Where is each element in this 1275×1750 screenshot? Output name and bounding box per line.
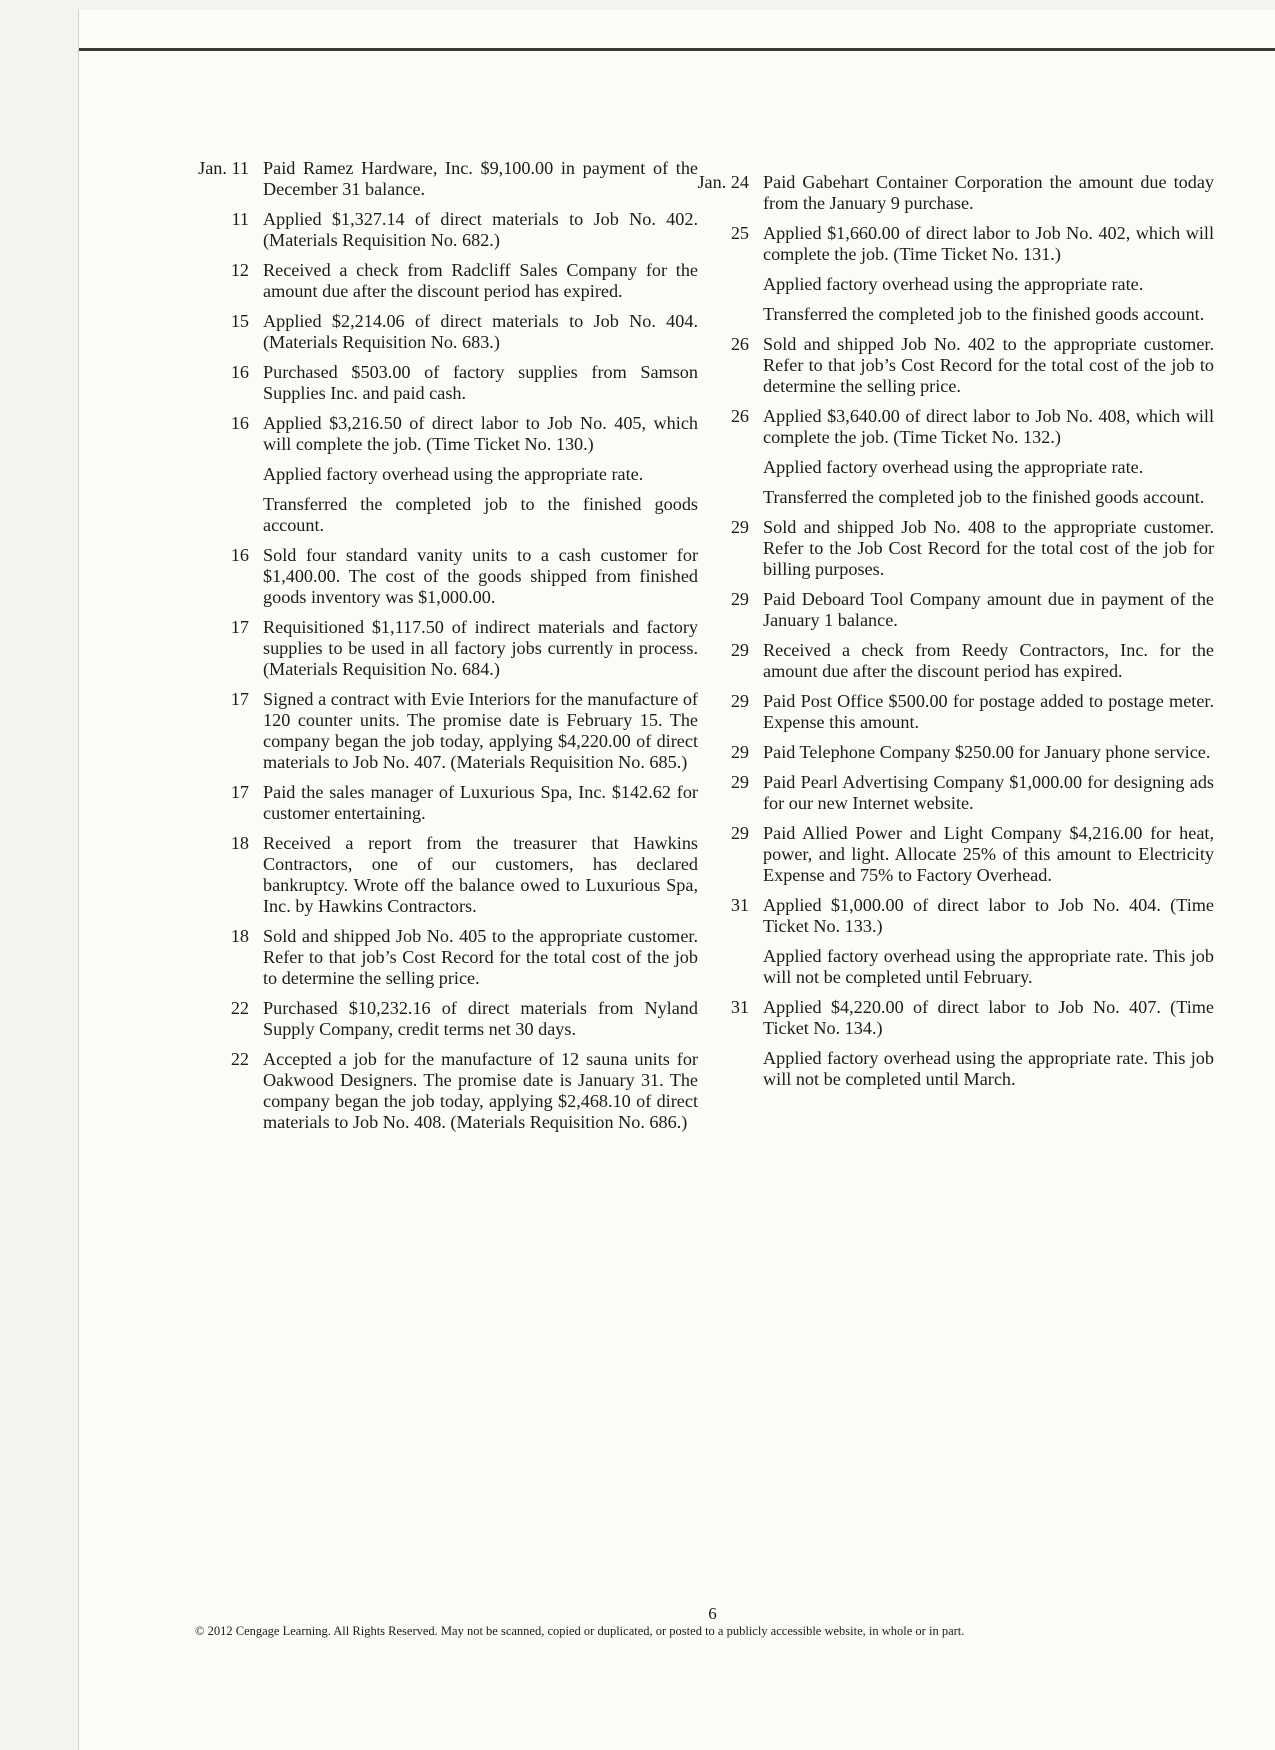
entry-text: Sold and shipped Job No. 402 to the appropriate customer. Refer to that job’s Cost Record for the total cost of the job to determine the selling price. [763,334,1214,396]
entry-body [763,517,1214,580]
entry-text: Applied $3,216.50 of direct labor to Job No. 405, which will complete the job. (Time Ticket No. 130.) [263,413,698,454]
entry-body [263,158,698,200]
entry-date: 29 [730,640,749,660]
journal-entry [649,172,1214,214]
entry-date: 29 [730,742,749,762]
journal-entry [153,362,698,404]
entry-text: Applied factory overhead using the appropriate rate. [763,274,1144,294]
entry-text: Transferred the completed job to the finished goods account. [263,494,698,535]
journal-entry [153,311,698,353]
entry-date: 26 [730,334,749,354]
entry-date: 26 [730,406,749,426]
entry-text: Signed a contract with Evie Interiors for the manufacture of 120 counter units. The promise date is February 15. The company began the job today, applying $4,220.00 of direct materials to Job No. 407. (Materials Requisition No. 685.) [263,689,698,772]
entry-text: Applied $2,214.06 of direct materials to Job No. 404. (Materials Requisition No. 683.) [263,311,698,352]
entry-date: 22 [230,998,249,1018]
journal-entry [649,823,1214,886]
journal-entry [649,772,1214,814]
entry-date: 29 [730,823,749,843]
journal-entry [153,617,698,680]
entry-text: Purchased $10,232.16 of direct materials from Nyland Supply Company, credit terms net 30 days. [263,998,698,1039]
entry-date: 25 [730,223,749,243]
entry-date: 17 [230,689,249,709]
journal-entry [649,742,1214,763]
entry-text: Paid Allied Power and Light Company $4,216.00 for heat, power, and light. Allocate 25% of this amount to Electricity Expense and 75% to Factory Overhead. [763,823,1214,885]
entry-date: 29 [730,517,749,537]
journal-entry [153,926,698,989]
entry-text: Applied factory overhead using the appropriate rate. This job will not be completed until March. [763,1048,1214,1089]
entry-text: Applied factory overhead using the appropriate rate. [263,464,644,484]
entry-date: 16 [230,413,249,433]
journal-entry [153,689,698,773]
entry-body [763,406,1214,508]
entry-text: Applied $4,220.00 of direct labor to Job No. 407. (Time Ticket No. 134.) [763,997,1214,1038]
entry-body [763,772,1214,814]
journal-entry [649,334,1214,397]
header-rule [79,48,1275,51]
entry-date: 31 [730,895,749,915]
document-page [78,10,1275,1750]
entry-body [263,209,698,251]
entry-body [763,691,1214,733]
entry-date: Jan. 24 [697,172,749,192]
entry-text: Paid Deboard Tool Company amount due in payment of the January 1 balance. [763,589,1214,630]
right-column [649,172,1214,1099]
entry-text: Sold and shipped Job No. 405 to the appropriate customer. Refer to that job’s Cost Record for the total cost of the job to determine the selling price. [263,926,698,988]
journal-entry [153,998,698,1040]
entry-text: Received a check from Reedy Contractors, Inc. for the amount due after the discount period has expired. [763,640,1214,681]
journal-entry [153,260,698,302]
entry-date: 31 [730,997,749,1017]
entry-text: Applied $3,640.00 of direct labor to Job No. 408, which will complete the job. (Time Ticket No. 132.) [763,406,1214,447]
entry-body [763,895,1214,988]
entry-body [263,617,698,680]
journal-entry [649,223,1214,325]
entry-body [763,172,1214,214]
entry-text: Applied $1,000.00 of direct labor to Job No. 404. (Time Ticket No. 133.) [763,895,1214,936]
entry-date: 29 [730,589,749,609]
entry-body [263,833,698,917]
entry-text: Paid the sales manager of Luxurious Spa, Inc. $142.62 for customer entertaining. [263,782,698,823]
entry-text: Paid Gabehart Container Corporation the amount due today from the January 9 purchase. [763,172,1214,213]
entry-body [763,823,1214,886]
journal-entry [649,406,1214,508]
entry-body [763,589,1214,631]
journal-entry [649,997,1214,1090]
entry-text: Paid Ramez Hardware, Inc. $9,100.00 in payment of the December 31 balance. [263,158,698,199]
entry-text: Accepted a job for the manufacture of 12 sauna units for Oakwood Designers. The promise date is January 31. The company began the job today, applying $2,468.10 of direct materials to Job No. 408. (Materials Requisition No. 686.) [263,1049,698,1132]
entry-body [263,362,698,404]
journal-entry [649,589,1214,631]
journal-entry [153,209,698,251]
entry-text: Purchased $503.00 of factory supplies from Samson Supplies Inc. and paid cash. [263,362,698,403]
entry-date: 18 [230,926,249,946]
entry-text: Sold four standard vanity units to a cash customer for $1,400.00. The cost of the goods shipped from finished goods inventory was $1,000.00. [263,545,698,607]
journal-entry [649,517,1214,580]
journal-entry [649,640,1214,682]
journal-entry [153,782,698,824]
entry-body [763,334,1214,397]
entry-text: Received a report from the treasurer that Hawkins Contractors, one of our customers, has declared bankruptcy. Wrote off the balance owed to Luxurious Spa, Inc. by Hawkins Contractors. [263,833,698,916]
entry-date: 15 [230,311,249,331]
entry-text: Paid Post Office $500.00 for postage added to postage meter. Expense this amount. [763,691,1214,732]
entry-date: 16 [230,362,249,382]
journal-entry [153,1049,698,1133]
journal-entry [153,545,698,608]
entry-text: Applied $1,660.00 of direct labor to Job No. 402, which will complete the job. (Time Ticket No. 131.) [763,223,1214,264]
entry-text: Transferred the completed job to the finished goods account. [763,487,1205,507]
entry-body [763,640,1214,682]
entry-text: Applied factory overhead using the appropriate rate. [763,457,1144,477]
journal-entry [649,691,1214,733]
entry-body [263,545,698,608]
entry-body [263,1049,698,1133]
journal-entry [153,413,698,536]
entry-text: Paid Pearl Advertising Company $1,000.00 for designing ads for our new Internet website. [763,772,1214,813]
entry-text: Transferred the completed job to the finished goods account. [763,304,1205,324]
copyright-notice: © 2012 Cengage Learning. All Rights Reserved. May not be scanned, copied or duplicated, or posted to a publicly accessible website, in whole or in part. [195,1624,965,1638]
entry-body [263,413,698,536]
entry-text: Applied $1,327.14 of direct materials to Job No. 402. (Materials Requisition No. 682.) [263,209,698,250]
entry-body [763,997,1214,1090]
entry-date: 18 [230,833,249,853]
entry-text: Requisitioned $1,117.50 of indirect materials and factory supplies to be used in all factory jobs currently in process. (Materials Requisition No. 684.) [263,617,698,679]
entry-date: Jan. 11 [198,158,249,178]
journal-entry [649,895,1214,988]
entry-date: 29 [730,691,749,711]
entry-body [263,689,698,773]
journal-entry [153,833,698,917]
entry-text: Sold and shipped Job No. 408 to the appropriate customer. Refer to the Job Cost Record for the total cost of the job for billing purposes. [763,517,1214,579]
entry-body [263,998,698,1040]
entry-text: Applied factory overhead using the appropriate rate. This job will not be completed until February. [763,946,1214,987]
left-column [153,158,698,1142]
entry-date: 11 [231,209,249,229]
entry-text: Received a check from Radcliff Sales Company for the amount due after the discount period has expired. [263,260,698,301]
entry-date: 29 [730,772,749,792]
entry-body [263,782,698,824]
page-number: 6 [708,1604,717,1623]
entry-date: 17 [230,617,249,637]
entry-body [263,311,698,353]
entry-body [763,742,1214,763]
entry-date: 17 [230,782,249,802]
entry-body [263,260,698,302]
entry-date: 12 [230,260,249,280]
entry-date: 16 [230,545,249,565]
entry-date: 22 [230,1049,249,1069]
journal-entry [153,158,698,200]
entry-text: Paid Telephone Company $250.00 for January phone service. [763,742,1211,762]
entry-body [763,223,1214,325]
entry-body [263,926,698,989]
